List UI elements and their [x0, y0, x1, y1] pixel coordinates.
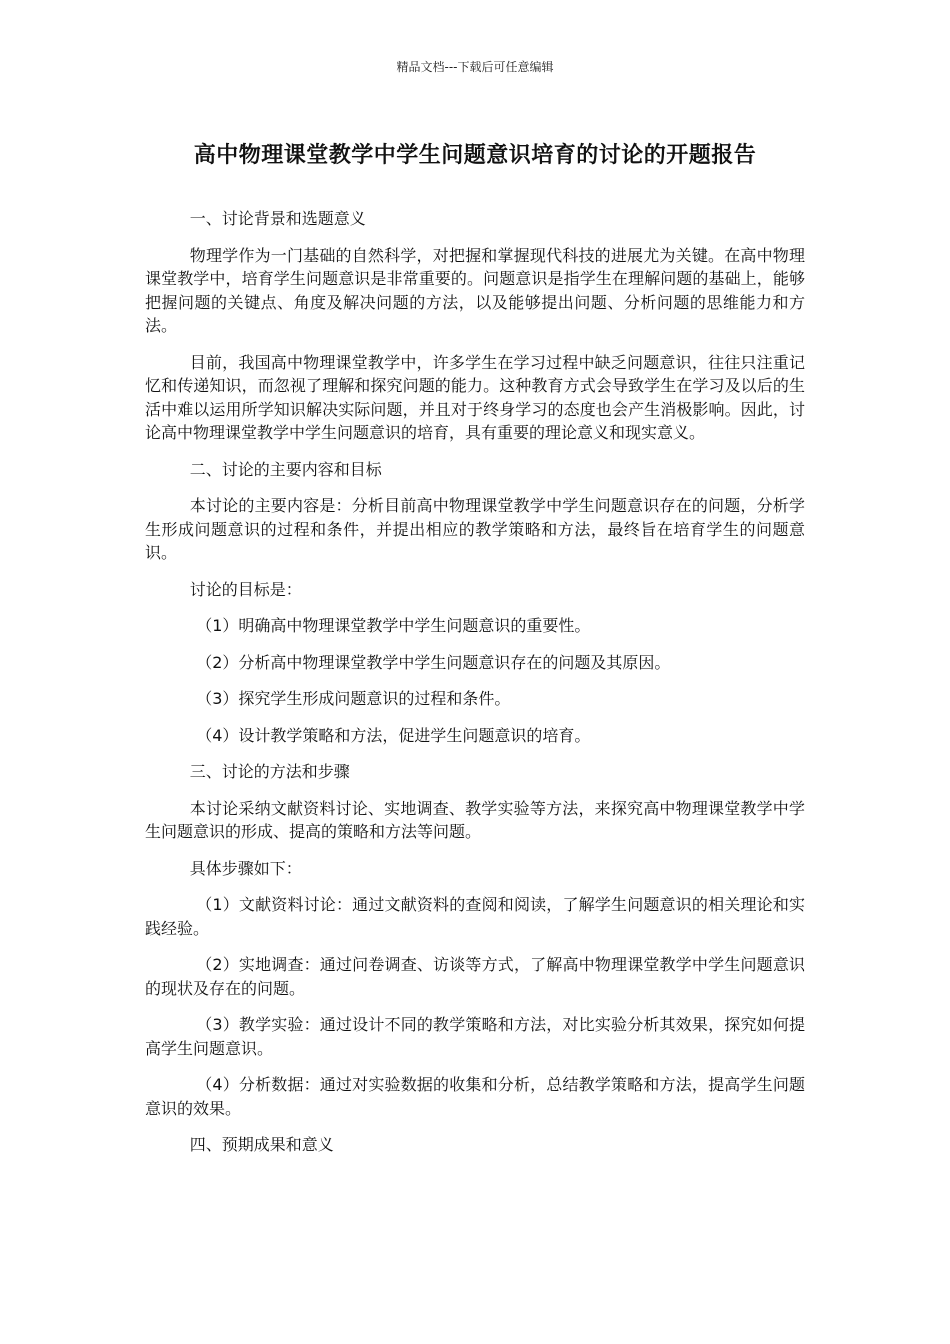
header-note: 精品文档---下载后可任意编辑	[396, 60, 554, 74]
step-item: （1）文献资料讨论：通过文献资料的查阅和阅读，了解学生问题意识的相关理论和实践经验。	[145, 895, 805, 938]
step-item: （4）分析数据：通过对实验数据的收集和分析，总结教学策略和方法，提高学生问题意识的效果。	[145, 1075, 805, 1118]
document-title: 高中物理课堂教学中学生问题意识培育的讨论的开题报告	[193, 143, 757, 168]
section-heading-4: 四、预期成果和意义	[189, 1135, 334, 1154]
goal-item: （3）探究学生形成问题意识的过程和条件。	[196, 689, 511, 708]
paragraph: 目前，我国高中物理课堂教学中，许多学生在学习过程中缺乏问题意识，往往只注重记忆和传递知识，而忽视了理解和探究问题的能力。这种教育方式会导致学生在学习及以后的生活中难以运用所学知识解决实际问题，并且对于终身学习的态度也会产生消极影响。因此，讨论高中物理课堂教学中学生问题意识的培育，具有重要的理论意义和现实意义。	[145, 352, 805, 442]
paragraph: 物理学作为一门基础的自然科学，对把握和掌握现代科技的进展尤为关键。在高中物理课堂教学中，培育学生问题意识是非常重要的。问题意识是指学生在理解问题的基础上，能够把握问题的关键点、角度及解决问题的方法，以及能够提出问题、分析问题的思维能力和方法。	[145, 245, 805, 335]
document-body	[145, 207, 805, 1170]
goal-intro: 讨论的目标是：	[189, 579, 302, 599]
steps-intro: 具体步骤如下：	[189, 858, 302, 878]
goal-item: （1）明确高中物理课堂教学中学生问题意识的重要性。	[196, 616, 591, 635]
paragraph: 本讨论采纳文献资料讨论、实地调查、教学实验等方法，来探究高中物理课堂教学中学生问题意识的形成、提高的策略和方法等问题。	[145, 798, 805, 841]
step-item: （2）实地调查：通过问卷调查、访谈等方式，了解高中物理课堂教学中学生问题意识的现状及存在的问题。	[145, 955, 805, 998]
goal-item: （2）分析高中物理课堂教学中学生问题意识存在的问题及其原因。	[196, 652, 671, 672]
section-heading-2: 二、讨论的主要内容和目标	[189, 459, 382, 479]
goal-item: （4）设计教学策略和方法，促进学生问题意识的培育。	[196, 725, 591, 745]
paragraph: 本讨论的主要内容是：分析目前高中物理课堂教学中学生问题意识存在的问题，分析学生形成问题意识的过程和条件，并提出相应的教学策略和方法，最终旨在培育学生的问题意识。	[145, 496, 805, 562]
section-heading-1: 一、讨论背景和选题意义	[189, 209, 366, 228]
step-item: （3）教学实验：通过设计不同的教学策略和方法，对比实验分析其效果，探究如何提高学生问题意识。	[145, 1015, 805, 1058]
section-heading-3: 三、讨论的方法和步骤	[189, 762, 350, 781]
